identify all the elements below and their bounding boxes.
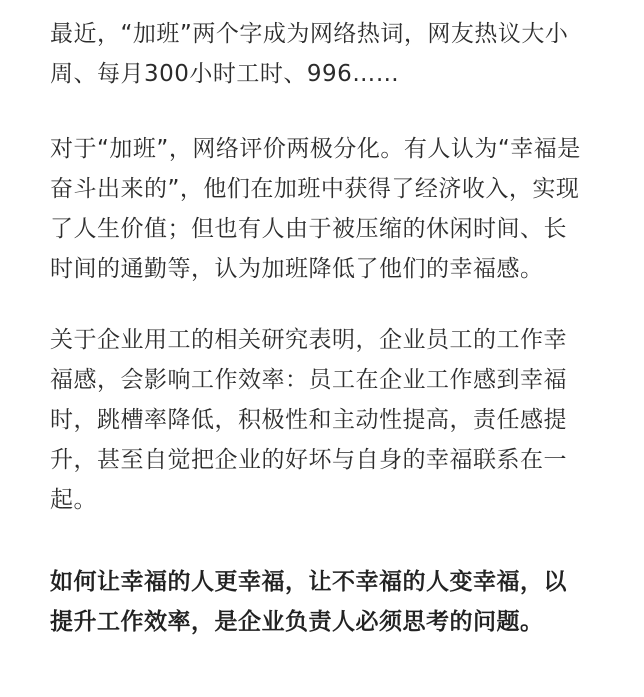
text-line: 升，甚至自觉把企业的好坏与自身的幸福联系在一 (50, 447, 567, 473)
text-line: 时间的通勤等，认为加班降低了他们的幸福感。 (50, 256, 544, 282)
text-line: 最近，“加班”两个字成为网络热词，网友热议大小 (50, 21, 569, 47)
paragraph-research-findings (50, 320, 598, 520)
paragraph-conclusion-bold (50, 562, 598, 642)
text-line: 时，跳槽率降低，积极性和主动性提高，责任感提 (50, 407, 567, 433)
article-body (50, 14, 598, 642)
text-line: 对于“加班”，网络评价两极分化。有人认为“幸福是 (50, 136, 581, 162)
text-line: 奋斗出来的”，他们在加班中获得了经济收入，实现 (50, 176, 580, 202)
text-line: 关于企业用工的相关研究表明，企业员工的工作幸 (50, 327, 567, 353)
text-line: 起。 (50, 487, 97, 513)
text-line: 如何让幸福的人更幸福，让不幸福的人变幸福，以 (50, 569, 567, 595)
text-line: 了人生价值；但也有人由于被压缩的休闲时间、长 (50, 216, 567, 242)
text-line: 周、每月300小时工时、996…… (50, 61, 400, 87)
paragraph-overtime-intro (50, 14, 598, 94)
text-line: 提升工作效率，是企业负责人必须思考的问题。 (50, 609, 544, 635)
paragraph-online-opinions (50, 129, 598, 289)
text-line: 福感，会影响工作效率：员工在企业工作感到幸福 (50, 367, 567, 393)
